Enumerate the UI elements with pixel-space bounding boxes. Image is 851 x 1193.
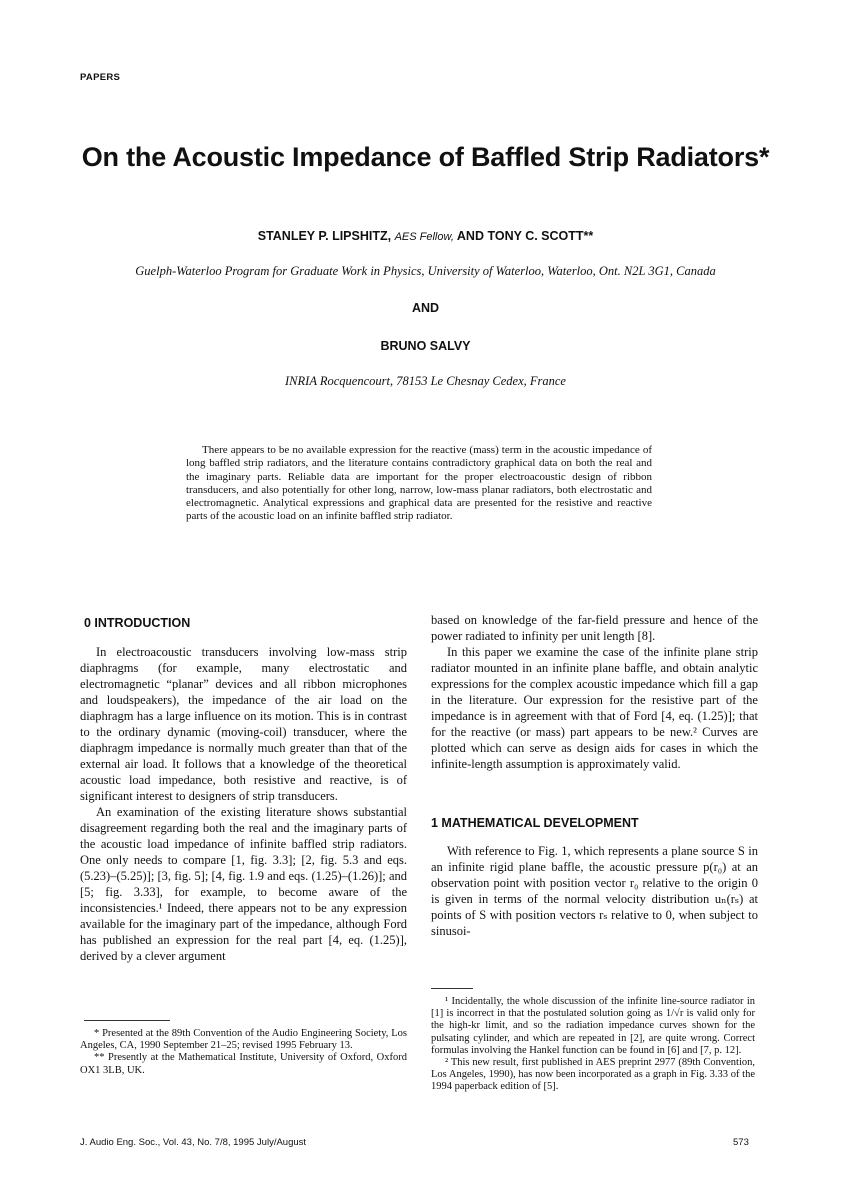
journal-footer: J. Audio Eng. Soc., Vol. 43, No. 7/8, 1995 July/August <box>80 1137 307 1148</box>
footnote-2: ² This new result, first published in AES preprint 2977 (89th Convention, Los Angeles, 1990), has now been incorporated as a graph in Fig. 3.33 of the 1994 paperback edition of [5]. <box>431 1057 755 1093</box>
affiliation-2: INRIA Rocquencourt, 78153 Le Chesnay Cedex, France <box>285 374 566 388</box>
footnote-presented: * Presented at the 89th Convention of the Audio Engineering Society, Los Angeles, CA, 1990 September 21–25; revised 1995 February 13. <box>80 1028 407 1052</box>
and-separator: AND <box>411 301 440 315</box>
math-paragraph-1: With reference to Fig. 1, which represents a plane source S in an infinite rigid plane baffle, the acoustic pressure p(r₀) at an observation point with position vector r₀ relative to the origin 0 is given in terms of the normal velocity distribution uₙ(rₛ) at points of S with position vectors rₛ relative to 0, when subject to sinusoi- <box>431 844 758 938</box>
footnotes-left <box>80 1028 407 1077</box>
section-1-text <box>431 843 758 939</box>
col2-paragraph-1: based on knowledge of the far-field pressure and hence of the power radiated to infinity per unit length [8]. <box>431 613 758 643</box>
abstract: There appears to be no available expression for the reactive (mass) term in the acoustic impedance of long baffled strip radiators, and the literature contains contradictory graphical data on both the real and the imaginary parts. Reliable data are important for the proper electroacoustic design of ribbon transducers, and also potentially for other long, narrow, low-mass planar radiators, both electrostatic and electromagnetic. Analytical expressions and graphical data are presented for the resistive and reactive parts of the acoustic load on an infinite baffled strip radiator. <box>186 444 652 523</box>
author-3: BRUNO SALVY <box>380 339 471 353</box>
page-number: 573 <box>733 1137 749 1148</box>
col2-paragraph-2: In this paper we examine the case of the infinite plane strip radiator mounted in an infinite plane baffle, and obtain analytic expressions for the complex acoustic impedance which fill a gap in the literature. Our expression for the resistive part of the impedance is in agreement with that of Ford [4, eq. (1.25)]; that for the reactive (or mass) part appears to be new.² Curves are plotted which can serve as design aids for cases in which the infinite-length assumption is approximately valid. <box>431 645 758 771</box>
footnote-rule-right <box>431 988 473 989</box>
section-tag: PAPERS <box>80 72 121 83</box>
section-1-heading: 1 MATHEMATICAL DEVELOPMENT <box>431 816 639 830</box>
footnote-presently: ** Presently at the Mathematical Institute, University of Oxford, Oxford OX1 3LB, UK. <box>80 1052 407 1076</box>
author-names-2: AND TONY C. SCOTT** <box>456 229 594 243</box>
intro-paragraph-2: An examination of the existing literature shows substantial disagreement regarding both the real and the imaginary parts of the acoustic load impedance of infinite baffled strip radiators. One only needs to compare [1, fig. 3.3]; [2, fig. 5.3 and eqs. (5.23)–(5.25)]; [3, fig. 5]; [4, fig. 1.9 and eqs. (1.25)–(1.26)]; and [5; fig. 3.33], for example, to become aware of the inconsistencies.¹ Indeed, there appears not to be any expression available for the imaginary part of the impedance, although Ford has published an expression for the real part [4, eq. (1.25)], derived by a clever argument <box>80 805 407 963</box>
affiliation-1: Guelph-Waterloo Program for Graduate Work in Physics, University of Waterloo, Waterloo, Ont. N2L 3G1, Canada <box>135 264 716 278</box>
left-column <box>80 644 407 964</box>
right-column <box>431 612 758 772</box>
authors-line <box>0 229 851 243</box>
author-fellow: AES Fellow, <box>394 231 454 243</box>
paper-title: On the Acoustic Impedance of Baffled Strip Radiators* <box>81 142 770 172</box>
author-names-1: STANLEY P. LIPSHITZ, <box>257 229 392 243</box>
intro-paragraph-1: In electroacoustic transducers involving low-mass strip diaphragms (for example, many electrostatic and electromagnetic “planar” devices and all ribbon microphones and loudspeakers), the impedance of the air load on the diaphragm has a large influence on its motion. This is in contrast to the ordinary dynamic (moving-coil) transducer, where the diaphragm impedance is normally much greater than that of the external air load. It follows that a knowledge of the theoretical acoustic load impedance, both resistive and reactive, is of significant interest to designers of strip transducers. <box>80 645 407 803</box>
footnote-1: ¹ Incidentally, the whole discussion of the infinite line-source radiator in [1] is incorrect in that the postulated solution going as 1/√r is valid only for the high-kr limit, and so the radiation impedance curves shown for the pulsating cylinder, and which are repeated in [2], are quite wrong. Correct formulas involving the Hankel function can be found in [6] and [7, p. 12]. <box>431 996 755 1056</box>
footnote-rule-left <box>84 1020 170 1021</box>
section-0-heading: 0 INTRODUCTION <box>84 616 191 630</box>
footnotes-right <box>431 996 755 1094</box>
